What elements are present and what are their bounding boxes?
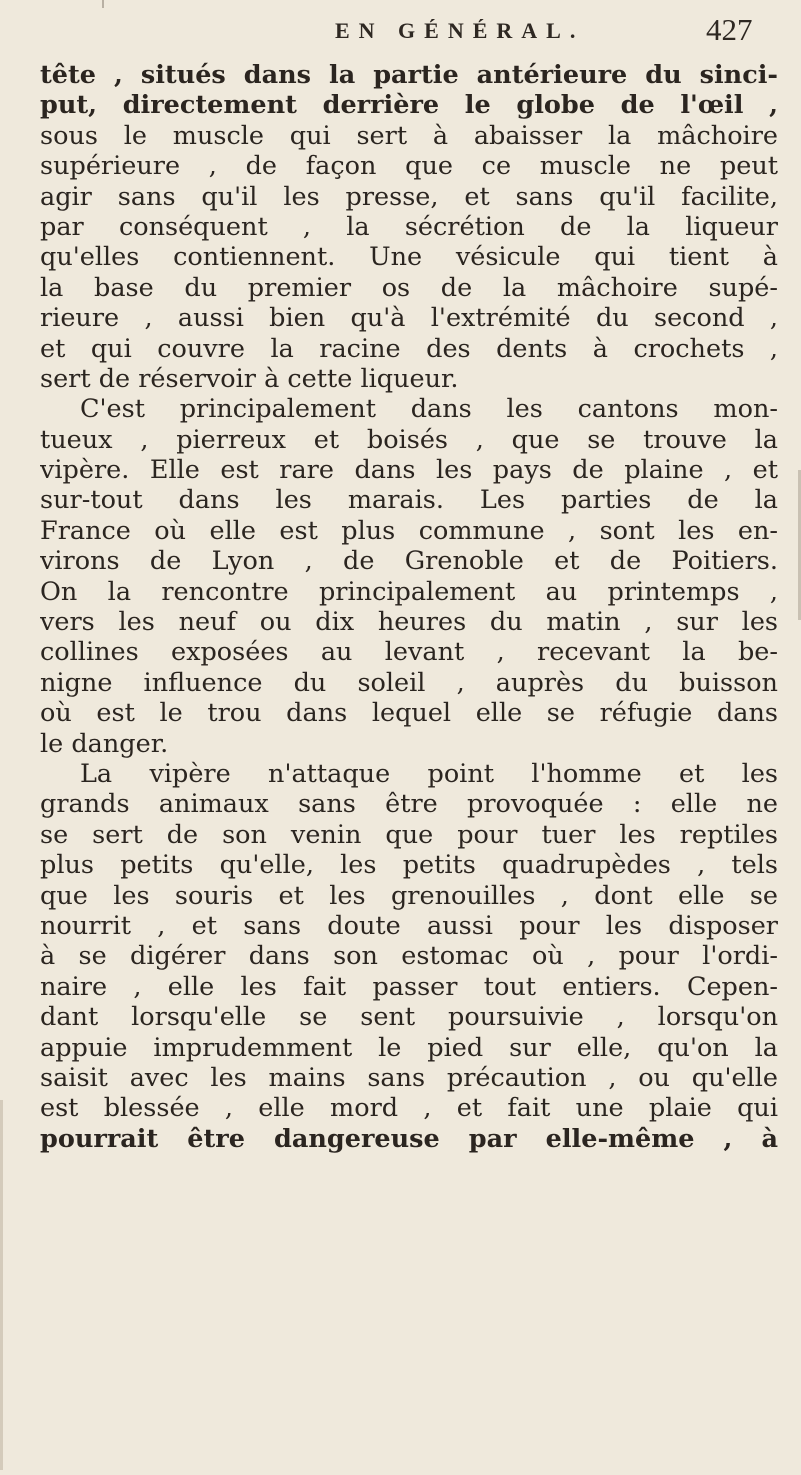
running-head	[0, 6, 801, 56]
body-text	[40, 60, 778, 1154]
text-line: plus petits qu'elle, les petits quadrupèdes , tels	[40, 850, 778, 881]
text-line: nourrit , et sans doute aussi pour les disposer	[40, 910, 778, 941]
text-line: tueux , pierreux et boisés , que se trouve la	[40, 424, 778, 455]
text-line: virons de Lyon , de Grenoble et de Poitiers.	[40, 546, 778, 577]
text-line: pourrait être dangereuse par elle-même , à	[40, 1123, 778, 1154]
text-line: sous le muscle qui sert à abaisser la mâchoire	[40, 120, 778, 151]
text-line: On la rencontre principalement au printemps ,	[40, 576, 778, 607]
page-number: 427	[706, 12, 753, 47]
text-line: saisit avec les mains sans précaution , ou qu'elle	[40, 1062, 778, 1093]
text-line: vers les neuf ou dix heures du matin , sur les	[40, 607, 778, 638]
paragraph-start: La vipère n'attaque point l'homme et les	[80, 758, 778, 789]
text-line: le danger.	[40, 728, 169, 759]
text-line: tête , situés dans la partie antérieure du sinci-	[40, 60, 778, 90]
text-line: et qui couvre la racine des dents à crochets ,	[40, 333, 778, 364]
text-line: rieure , aussi bien qu'à l'extrémité du second ,	[40, 303, 778, 334]
text-line: nigne influence du soleil , auprès du buisson	[40, 667, 778, 698]
text-line: par conséquent , la sécrétion de la liqueur	[40, 211, 778, 242]
text-line: dant lorsqu'elle se sent poursuivie , lorsqu'on	[40, 1002, 778, 1033]
running-title: EN GÉNÉRAL.	[335, 18, 585, 43]
text-line: que les souris et les grenouilles , dont elle se	[40, 880, 778, 911]
text-line: sur-tout dans les marais. Les parties de la	[40, 485, 778, 516]
text-line: la base du premier os de la mâchoire supé-	[40, 272, 778, 303]
text-line: grands animaux sans être provoquée : elle ne	[40, 789, 778, 820]
text-line: sert de réservoir à cette liqueur.	[40, 363, 459, 394]
text-line: à se digérer dans son estomac où , pour l'ordi-	[40, 941, 778, 972]
text-line: naire , elle les fait passer tout entiers. Cepen-	[40, 971, 778, 1002]
text-line: vipère. Elle est rare dans les pays de plaine , et	[40, 455, 778, 486]
text-line: collines exposées au levant , recevant la be-	[40, 637, 778, 668]
text-line: appuie imprudemment le pied sur elle, qu'on la	[40, 1032, 778, 1063]
page-edge-shadow-left	[0, 1100, 3, 1470]
text-line: supérieure , de façon que ce muscle ne peut	[40, 151, 778, 182]
text-line: est blessée , elle mord , et fait une plaie qui	[40, 1093, 778, 1124]
text-line: se sert de son venin que pour tuer les reptiles	[40, 819, 778, 850]
text-line: agir sans qu'il les presse, et sans qu'il facilite,	[40, 181, 778, 212]
text-line: où est le trou dans lequel elle se réfugie dans	[40, 698, 778, 729]
text-line: qu'elles contiennent. Une vésicule qui tient à	[40, 242, 778, 273]
text-line: France où elle est plus commune , sont les en-	[40, 515, 778, 546]
text-line: put, directement derrière le globe de l'œil ,	[40, 90, 778, 121]
paragraph-start: C'est principalement dans les cantons mon-	[80, 394, 778, 425]
